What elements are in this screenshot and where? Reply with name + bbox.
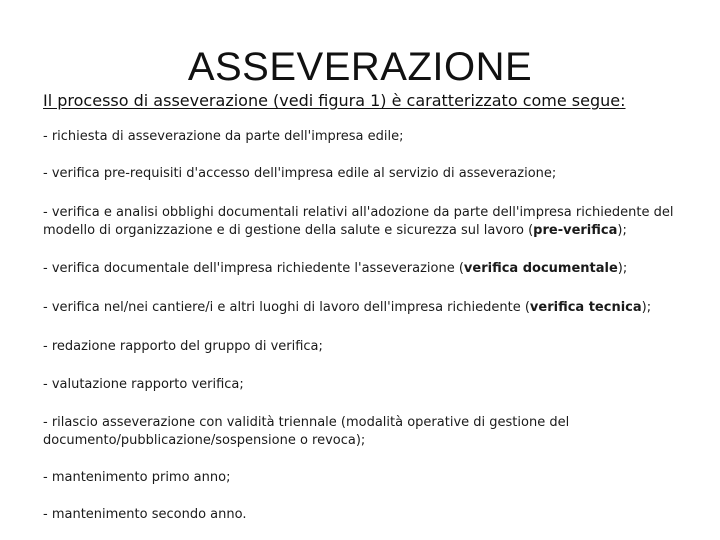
slide-title: ASSEVERAZIONE	[187, 45, 533, 89]
list-item: - verifica pre-requisiti d'accesso dell'impresa edile al servizio di asseverazione;	[43, 166, 557, 181]
step-keyword: verifica tecnica	[529, 300, 642, 315]
list-item: - rilascio asseverazione con validità triennale (modalità operative di gestione del documento/pubblicazione/sospensione o revoca);	[43, 415, 570, 448]
step-keyword: pre-verifica	[533, 223, 618, 238]
list-item: - richiesta di asseverazione da parte dell'impresa edile;	[43, 129, 404, 144]
step-keyword: verifica documentale	[463, 261, 618, 276]
list-item: - redazione rapporto del gruppo di verifica;	[43, 339, 323, 354]
list-item: - valutazione rapporto verifica;	[43, 377, 244, 392]
process-step-list	[43, 128, 683, 524]
list-item: - verifica documentale dell'impresa richiedente l'asseverazione (verifica documentale);	[43, 261, 628, 276]
list-item: - verifica e analisi obblighi documentali relativi all'adozione da parte dell'impresa richiedente del modello di organizzazione e di gestione della salute e sicurezza sul lavoro (pre-verifica);	[43, 205, 674, 238]
intro-text: Il processo di asseverazione (vedi figura 1) è caratterizzato come segue:	[43, 91, 626, 110]
list-item: - mantenimento secondo anno.	[43, 507, 247, 522]
list-item: - verifica nel/nei cantiere/i e altri luoghi di lavoro dell'impresa richiedente (verifica tecnica);	[43, 300, 652, 315]
list-item: - mantenimento primo anno;	[43, 470, 231, 485]
